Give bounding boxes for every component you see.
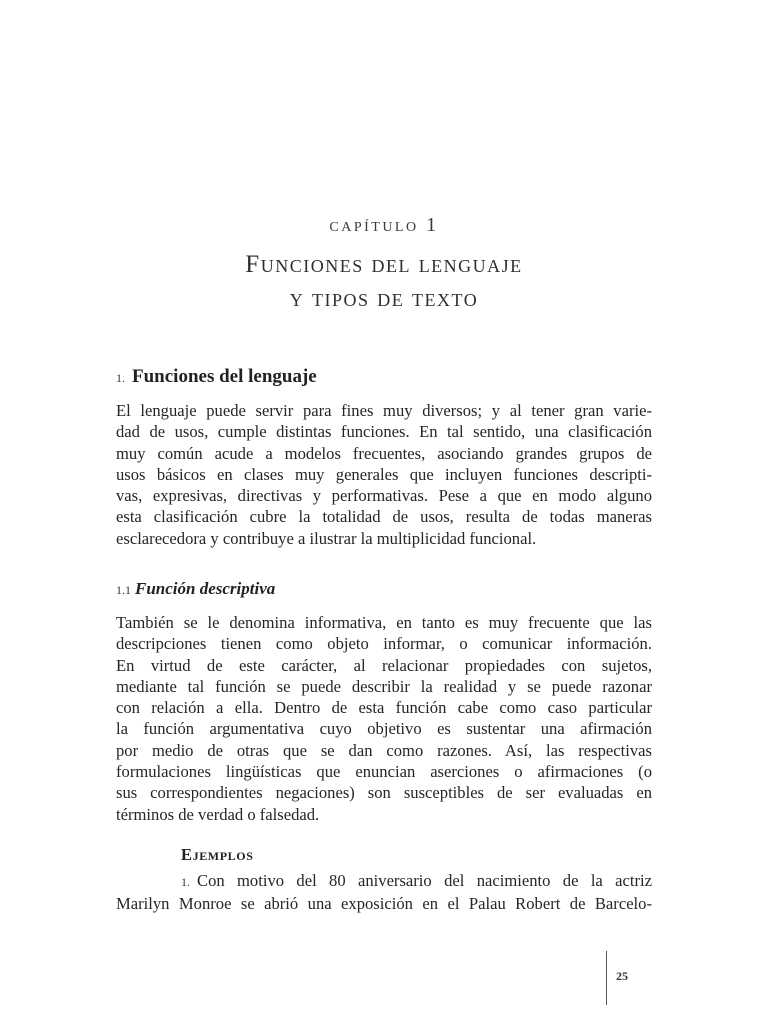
paragraph-line: muy común acude a modelos frecuentes, asociando grandes grupos de [116,443,652,463]
page-number-rule [606,951,607,1005]
chapter-title-line-2: y tipos de texto [289,285,479,312]
section-paragraph [116,400,652,549]
paragraph-line: esclarecedora y contribuye a ilustrar la multiplicidad funcional. [116,528,537,548]
paragraph-line: términos de verdad o falsedad. [116,804,320,824]
subsection-heading [116,579,275,599]
paragraph-line: En virtud de este carácter, al relacionar propiedades con sujetos, [116,655,652,675]
example-number: 1. [181,875,190,889]
section-title: Funciones del lenguaje [132,366,317,387]
subsection-title: Función descriptiva [135,579,276,598]
paragraph-line: la función argumentativa cuyo objetivo es sustentar una afirmación [116,719,652,739]
paragraph-line: formulaciones lingüísticas que enuncian aserciones o afirmaciones (o [116,762,652,782]
paragraph-line: con relación a ella. Dentro de esta función cabe como caso particular [116,698,652,718]
paragraph-line: El lenguaje puede servir para fines muy diversos; y al tener gran varie- [116,401,652,420]
paragraph-line: vas, expresivas, directivas y performativas. Pese a que en modo alguno [116,486,652,506]
paragraph-line: sus correspondientes negaciones) son susceptibles de ser evaluadas en [116,783,652,803]
example-line [116,870,652,893]
chapter-label: capítulo 1 [329,214,439,236]
paragraph-line: También se le denomina informativa, en tanto es muy frecuente que las [116,613,652,632]
paragraph-line: mediante tal función se puede describir la realidad y se puede razonar [116,676,652,696]
section-number: 1. [116,371,125,385]
section-heading [116,366,317,388]
subsection-paragraph [116,612,652,825]
example-line: Marilyn Monroe se abrió una exposición en el Palau Robert de Barcelo- [116,894,652,914]
paragraph-line: dad de usos, cumple distintas funciones. En tal sentido, una clasificación [116,422,652,442]
paragraph-line: descripciones tienen como objeto informar, o comunicar información. [116,634,652,654]
chapter-title [0,248,768,316]
chapter-title-line-1: Funciones del lenguaje [245,251,523,278]
example-text: Con motivo del 80 aniversario del nacimiento de la actriz [197,871,652,890]
paragraph-line: usos básicos en clases muy generales que incluyen funciones descripti- [116,464,652,484]
paragraph-line: esta clasificación cubre la totalidad de usos, resulta de todas maneras [116,507,652,527]
example-item [116,870,652,915]
paragraph-line: por medio de otras que se dan como razones. Así, las respectivas [116,740,652,760]
examples-heading: Ejemplos [181,845,254,864]
page-number: 25 [616,969,628,983]
subsection-number: 1.1 [116,583,131,597]
